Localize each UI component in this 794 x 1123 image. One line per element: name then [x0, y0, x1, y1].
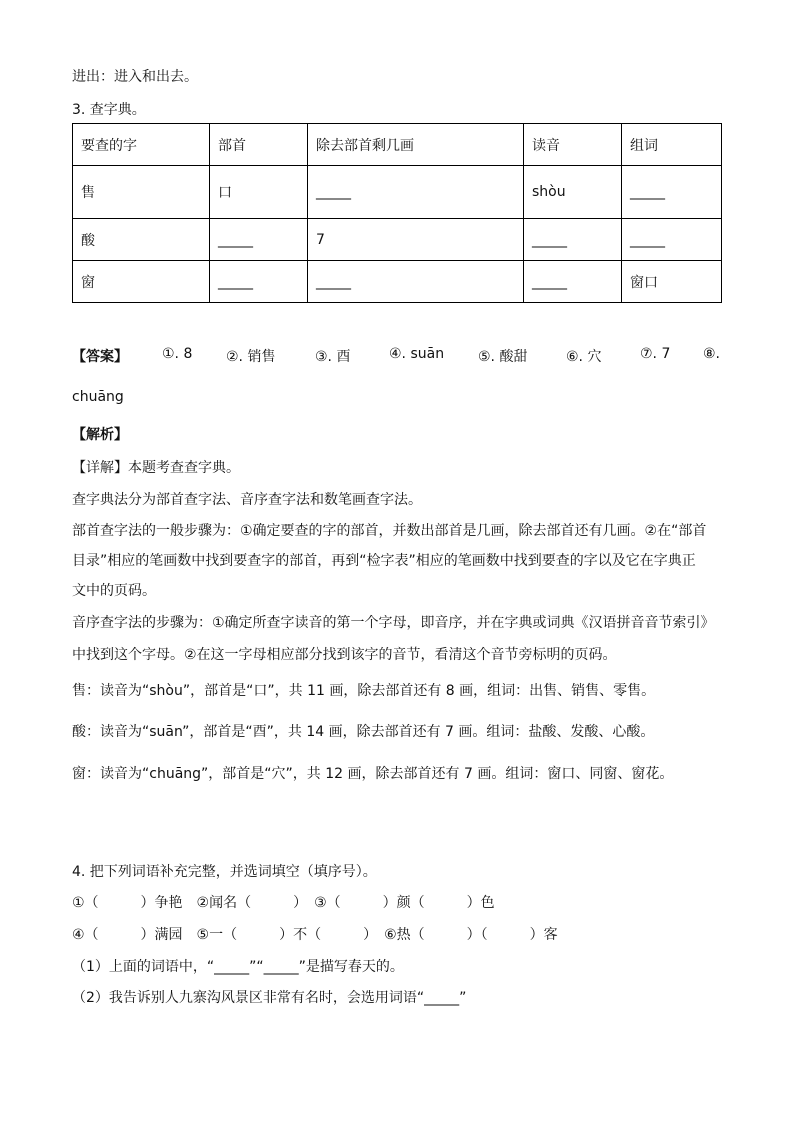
analysis-line: 音序查字法的步骤为：①确定所查字读音的第一个字母，即音序，并在字典或词典《汉语拼音音节索引》 [72, 615, 715, 631]
question-4-line: ①（ ）争艳 ②闻名（ ） ③（ ）颜（ ）色 [72, 895, 495, 911]
table-cell: 售 [73, 166, 210, 219]
analysis-label: 【解析】 [72, 427, 128, 443]
question-4-subquestion: （2）我告诉别人九寨沟风景区非常有名时，会选用词语“_____” [72, 990, 467, 1006]
analysis-line: 文中的页码。 [72, 583, 156, 599]
table-cell: _____ [622, 219, 722, 261]
dictionary-table [72, 123, 722, 303]
analysis-line: 酸：读音为“suān”，部首是“酉”，共 14 画，除去部首还有 7 画。组词：盐酸、发酸、心酸。 [72, 724, 655, 740]
table-cell: _____ [622, 166, 722, 219]
answer-continuation: chuāng [72, 389, 124, 405]
analysis-line: 部首查字法的一般步骤为：①确定要查的字的部首，并数出部首是几画，除去部首还有几画。②在“部首 [72, 523, 707, 539]
analysis-line: 中找到这个字母。②在这一字母相应部分找到该字的音节，看清这个音节旁标明的页码。 [72, 647, 617, 663]
table-row [73, 219, 722, 261]
table-header-row [73, 124, 722, 166]
table-cell: 窗口 [622, 261, 722, 303]
answer-item: ⑥. 穴 [566, 349, 602, 365]
header-cell: 读音 [524, 124, 622, 166]
header-cell: 组词 [622, 124, 722, 166]
table-cell: 口 [210, 166, 308, 219]
table-cell: 酸 [73, 219, 210, 261]
analysis-line: 目录”相应的笔画数中找到要查字的部首，再到“检字表”相应的笔画数中找到要查的字以及它在字典正 [72, 553, 696, 569]
header-cell: 要查的字 [73, 124, 210, 166]
table-cell: _____ [308, 166, 524, 219]
analysis-line: 窗：读音为“chuāng”，部首是“穴”，共 12 画，除去部首还有 7 画。组词：窗口、同窗、窗花。 [72, 766, 674, 782]
table-row [73, 261, 722, 303]
table-cell: 窗 [73, 261, 210, 303]
question-4-subquestion: （1）上面的词语中，“_____”“_____”是描写春天的。 [72, 959, 404, 975]
table-cell: _____ [210, 219, 308, 261]
header-cell: 部首 [210, 124, 308, 166]
header-cell: 除去部首剩几画 [308, 124, 524, 166]
analysis-line: 查字典法分为部首查字法、音序查字法和数笔画查字法。 [72, 492, 422, 508]
table-cell: _____ [210, 261, 308, 303]
answer-item: ⑤. 酸甜 [478, 349, 528, 365]
table-row [73, 166, 722, 219]
answer-item: ③. 酉 [315, 349, 351, 365]
analysis-line: 售：读音为“shòu”，部首是“口”，共 11 画，除去部首还有 8 画，组词：出售、销售、零售。 [72, 683, 656, 699]
question-4-title: 4. 把下列词语补充完整，并选词填空（填序号）。 [72, 864, 377, 880]
question-4-line: ④（ ）满园 ⑤一（ ）不（ ） ⑥热（ ）（ ）客 [72, 927, 558, 943]
answer-item: ⑦. 7 [640, 346, 671, 362]
intro-line: 进出：进入和出去。 [72, 69, 198, 85]
answer-item: ⑧. [703, 346, 721, 362]
answer-label: 【答案】 [72, 349, 128, 365]
question-3-title: 3. 查字典。 [72, 102, 146, 118]
answer-item: ①. 8 [162, 346, 193, 362]
table-cell: _____ [524, 261, 622, 303]
analysis-line: 【详解】本题考查查字典。 [72, 460, 240, 476]
table-cell: _____ [308, 261, 524, 303]
answer-item: ④. suān [389, 346, 445, 362]
table-cell: 7 [308, 219, 524, 261]
table-cell: shòu [524, 166, 622, 219]
answer-item: ②. 销售 [226, 349, 276, 365]
table-cell: _____ [524, 219, 622, 261]
